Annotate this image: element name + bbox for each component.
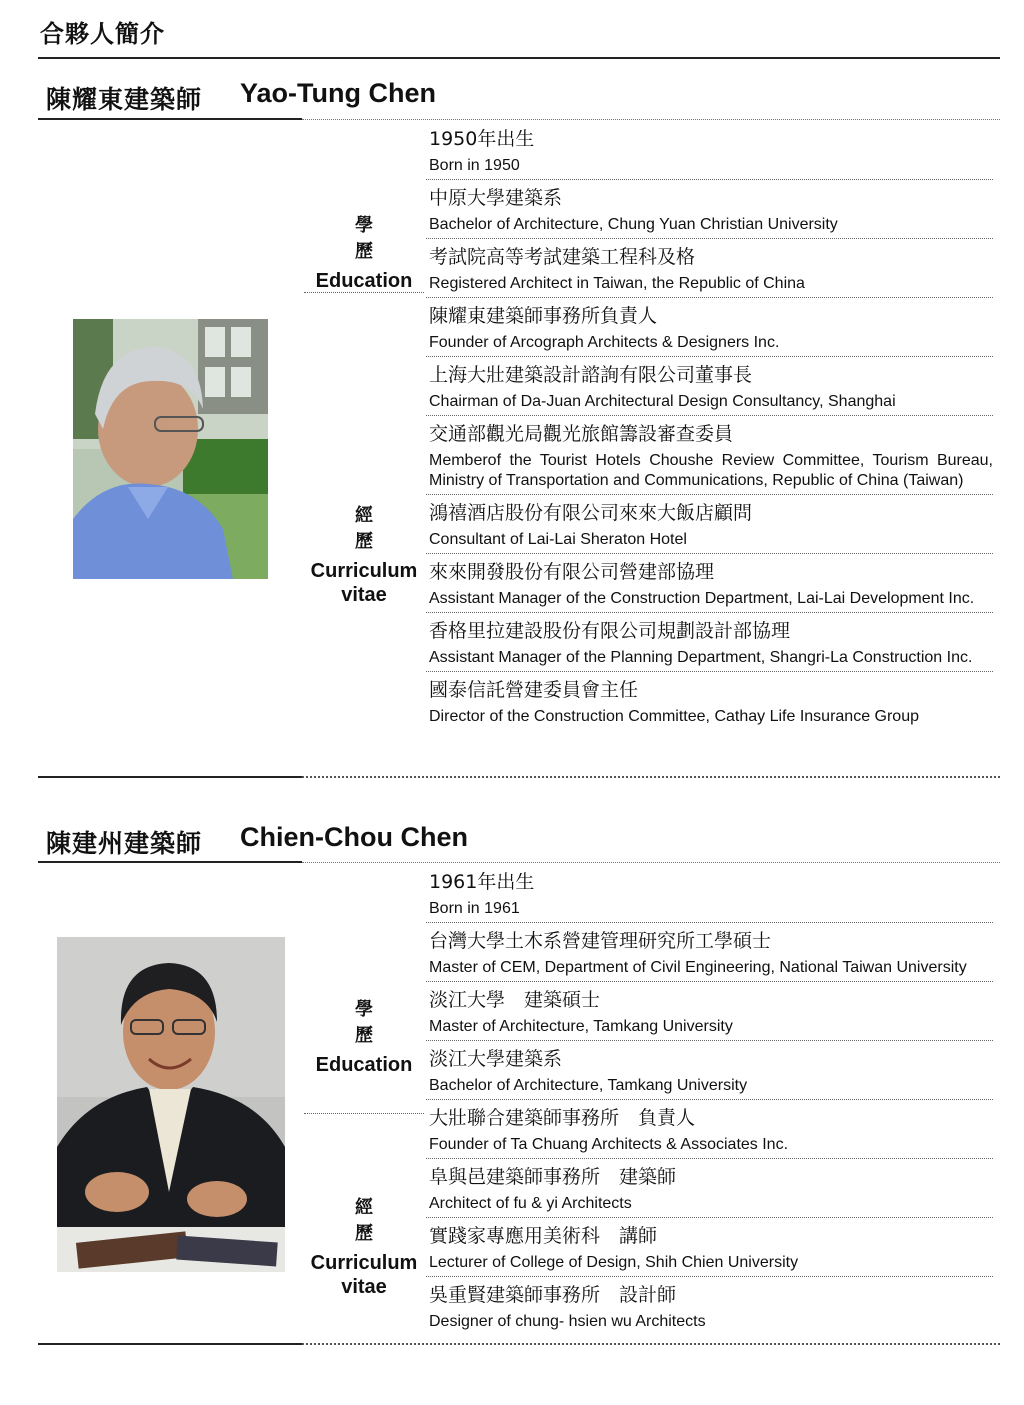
education-label-en: Education	[315, 270, 413, 292]
entry-en: Born in 1950	[429, 157, 520, 174]
portrait-image	[73, 319, 268, 579]
profile-bottom-rule	[38, 776, 302, 778]
page-title: 合夥人簡介	[40, 20, 165, 48]
entry-zh: 淡江大學建築系	[429, 1048, 563, 1070]
category-separator	[304, 1113, 424, 1114]
profile-bottom-rule	[38, 1343, 302, 1345]
education-entry	[426, 239, 993, 298]
entry-zh: 交通部觀光局觀光旅館籌設審查委員	[429, 423, 734, 445]
entry-en: Founder of Ta Chuang Architects & Associates Inc.	[429, 1136, 789, 1153]
profile-bottom-dotted	[302, 1343, 1000, 1345]
cv-label-zh: 經歷	[355, 505, 409, 552]
cv-entry	[426, 357, 993, 416]
cv-entry	[426, 613, 993, 672]
entry-zh: 1961年出生	[429, 871, 535, 893]
entry-zh: 中原大學建築系	[429, 187, 563, 209]
entry-zh: 阜與邑建築師事務所 建築師	[429, 1166, 677, 1188]
entry-zh: 台灣大學土木系營建管理研究所工學碩士	[429, 930, 772, 952]
entries-list	[426, 121, 993, 730]
entry-en: Master of Architecture, Tamkang University	[429, 1018, 733, 1035]
cv-label-zh: 經歷	[355, 1197, 409, 1244]
title-divider	[38, 57, 1000, 59]
cv-entry	[426, 1277, 993, 1335]
education-label-zh: 學歷	[355, 999, 409, 1046]
entry-zh: 實踐家專應用美術科 講師	[429, 1225, 658, 1247]
entry-en: Lecturer of College of Design, Shih Chien University	[429, 1254, 799, 1271]
cv-label	[304, 501, 424, 607]
entry-zh: 淡江大學 建築碩士	[429, 989, 601, 1011]
entry-en: Bachelor of Architecture, Chung Yuan Christian University	[429, 216, 838, 233]
cv-label-en: Curriculum vitae	[310, 1252, 418, 1298]
cv-entry	[426, 554, 993, 613]
partner-name-en: Chien-Chou Chen	[240, 822, 468, 852]
education-label	[304, 211, 424, 293]
category-separator	[304, 292, 424, 293]
entry-en: Director of the Construction Committee, Cathay Life Insurance Group	[429, 708, 919, 725]
entry-zh: 來來開發股份有限公司營建部協理	[429, 561, 715, 583]
cv-entry	[426, 1100, 993, 1159]
cv-entry	[426, 495, 993, 554]
partner-name-zh: 陳建州建築師	[46, 829, 203, 858]
cv-entry	[426, 1218, 993, 1277]
entry-en: Architect of fu & yi Architects	[429, 1195, 632, 1212]
entry-zh: 鴻禧酒店股份有限公司來來大飯店顧問	[429, 502, 753, 524]
cv-label	[304, 1193, 424, 1299]
cv-entry	[426, 672, 993, 730]
entry-en: Assistant Manager of the Planning Department, Shangri-La Construction Inc.	[429, 649, 973, 666]
entry-zh: 上海大壯建築設計諮詢有限公司董事長	[429, 364, 753, 386]
entry-en: Bachelor of Architecture, Tamkang University	[429, 1077, 748, 1094]
portrait-image	[57, 937, 285, 1272]
education-label	[304, 995, 424, 1077]
education-entry	[426, 1041, 993, 1100]
profile-bottom-dotted	[302, 776, 1000, 778]
partner-photo	[73, 319, 268, 579]
education-label-zh: 學歷	[355, 215, 409, 262]
entry-zh: 國泰信託營建委員會主任	[429, 679, 639, 701]
education-label-en: Education	[315, 1054, 413, 1076]
name-dotted-rule	[302, 119, 1000, 120]
entry-zh: 陳耀東建築師事務所負責人	[429, 305, 658, 327]
entry-en: Memberof the Tourist Hotels Choushe Review Committee, Tourism Bureau, Ministry of Transportation and Communications, Republic of China (Taiwan)	[429, 452, 993, 489]
partner-profile-1	[38, 76, 1000, 781]
education-entry	[426, 121, 993, 180]
cv-label-en: Curriculum vitae	[310, 560, 418, 606]
name-underline	[38, 861, 302, 863]
entry-zh: 吳重賢建築師事務所 設計師	[429, 1284, 677, 1306]
entry-en: Assistant Manager of the Construction Department, Lai-Lai Development Inc.	[429, 590, 975, 607]
cv-entry	[426, 416, 993, 495]
partner-name-zh: 陳耀東建築師	[46, 85, 203, 114]
entry-en: Founder of Arcograph Architects & Designers Inc.	[429, 334, 780, 351]
partner-name-row	[38, 76, 1000, 120]
entry-zh: 考試院高等考試建築工程科及格	[429, 246, 696, 268]
entry-en: Master of CEM, Department of Civil Engineering, National Taiwan University	[429, 959, 967, 976]
entry-en: Consultant of Lai-Lai Sheraton Hotel	[429, 531, 687, 548]
cv-entry	[426, 298, 993, 357]
education-entry	[426, 864, 993, 923]
education-entry	[426, 982, 993, 1041]
partner-profile-2	[38, 820, 1000, 1350]
partner-photo	[57, 937, 285, 1272]
education-entry	[426, 923, 993, 982]
entry-en: Registered Architect in Taiwan, the Republic of China	[429, 275, 805, 292]
entry-en: Chairman of Da-Juan Architectural Design Consultancy, Shanghai	[429, 393, 896, 410]
name-dotted-rule	[302, 862, 1000, 863]
entry-zh: 香格里拉建設股份有限公司規劃設計部協理	[429, 620, 791, 642]
cv-entry	[426, 1159, 993, 1218]
name-underline	[38, 118, 302, 120]
entry-en: Born in 1961	[429, 900, 520, 917]
entries-list	[426, 864, 993, 1335]
entry-zh: 大壯聯合建築師事務所 負責人	[429, 1107, 696, 1129]
partner-name-en: Yao-Tung Chen	[240, 78, 436, 108]
entry-zh: 1950年出生	[429, 128, 535, 150]
education-entry	[426, 180, 993, 239]
partner-name-row	[38, 820, 1000, 864]
entry-en: Designer of chung- hsien wu Architects	[429, 1313, 706, 1330]
